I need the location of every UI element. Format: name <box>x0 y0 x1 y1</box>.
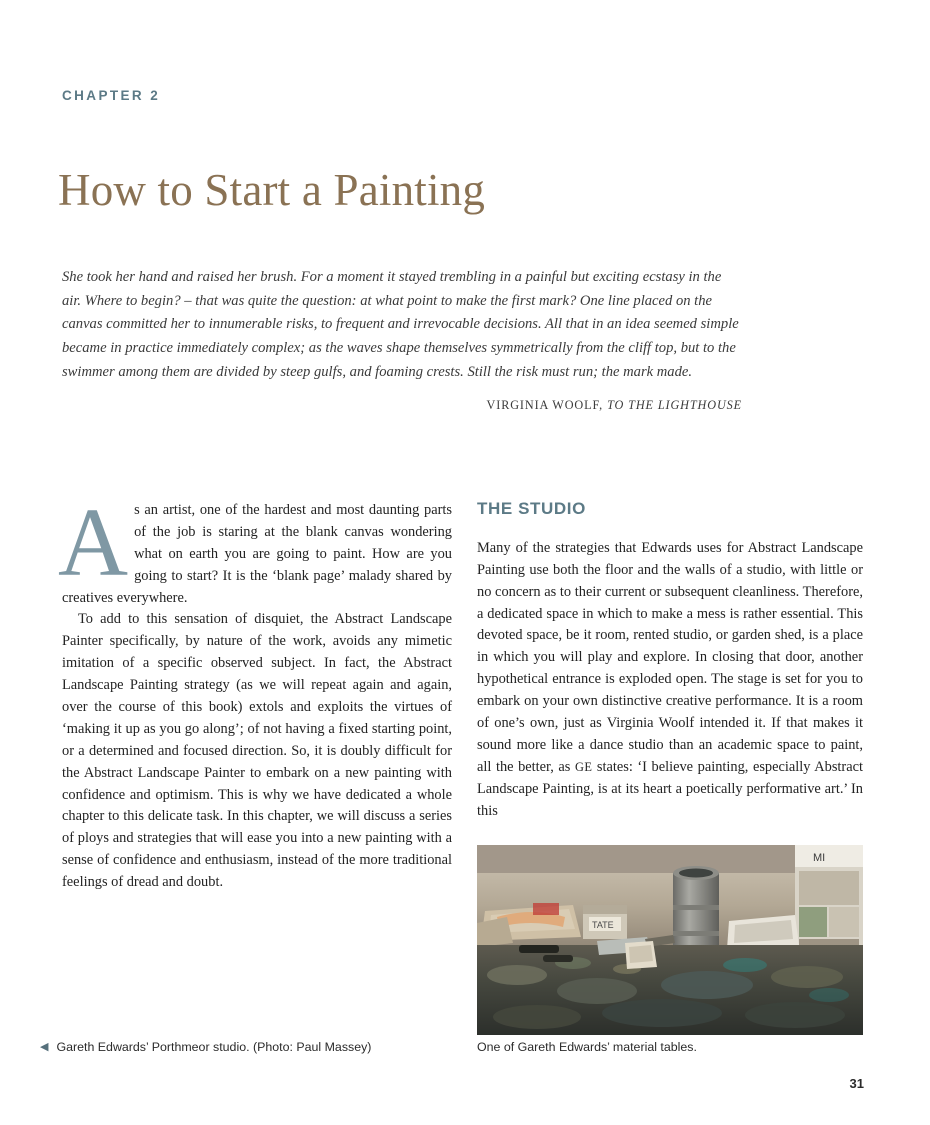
body-paragraph: s an artist, one of the hardest and most daunting parts of the job is staring at the blank canvas wondering what on earth you are going to paint. How are you going to start? It is the ‘blank page’ malady shared by creatives everywhere. <box>62 502 452 606</box>
page-title: How to Start a Painting <box>58 165 486 216</box>
paragraph-part-a: Many of the strategies that Edwards uses for Abstract Landscape Painting use both the floor and the walls of a studio, with little or no concern as to their current or subsequent cleanliness. Therefore, a dedicated space in which to make a mess is rather essential. This devoted space, be it room, rented studio, or garden shed, is a place in which you will play and explore. In closing that door, another hypothetical entrance is exploded open. The stage is set for you to embark on your own distinctive creative performance. It is a room of one’s own, just as Virginia Woolf intended it. If that makes it sound more like a dance studio than an academic space to paint, all the better, as <box>477 539 863 775</box>
photo-illustration <box>477 845 863 1035</box>
studio-material-table-photo <box>477 845 863 1035</box>
body-paragraph <box>477 538 863 823</box>
svg-text:MI: MI <box>813 852 826 864</box>
body-paragraph: To add to this sensation of disquiet, the Abstract Landscape Painter specifically, by nature of the work, avoids any mimetic imitation of a specific observed subject. In fact, the Abstract Landscape Painting strategy (as we will repeat again and again, over the course of this book) extols and exploits the virtues of ‘making it up as you go along’; of not having a fixed starting point, or a determined and focused direction. So, it is doubly difficult for the Abstract Landscape Painter to embark on a new painting with confidence and optimism. This is why we have dedicated a whole chapter to this delicate task. In this chapter, we will discuss a series of ploys and strategies that will ease you into a new painting with a sense of confidence and enthusiasm, instead of the more traditional feelings of dread and doubt. <box>62 611 452 891</box>
epigraph-author: VIRGINIA WOOLF, <box>486 398 604 412</box>
page-number: 31 <box>849 1076 864 1091</box>
body-column-left <box>58 489 452 894</box>
paragraph-part-b: states: ‘I believe painting, especially Abstract Landscape Painting, is at its heart a poetically performative art.’ In this <box>477 758 863 819</box>
svg-text:TATE: TATE <box>592 920 614 930</box>
chapter-label: CHAPTER 2 <box>62 88 161 103</box>
epigraph-attribution <box>62 398 742 413</box>
drop-cap-letter: A <box>58 489 129 596</box>
section-heading-the-studio: THE STUDIO <box>477 499 586 518</box>
paragraph-with-dropcap <box>58 489 452 609</box>
caption-left-text: Gareth Edwards’ Porthmeor studio. (Photo: Paul Massey) <box>56 1040 372 1054</box>
epigraph-work: TO THE LIGHTHOUSE <box>607 398 742 412</box>
body-column-right <box>477 496 863 822</box>
epigraph-text: She took her hand and raised her brush. For a moment it stayed trembling in a painful but exciting ecstasy in the air. Where to begin? – that was quite the question: at what point to make the first mark? One line placed on the canvas committed her to innumerable risks, to frequent and irrevocable decisions. All that in an idea seemed simple became in practice immediately complex; as the waves shape themselves symmetrically from the cliff top, but to the swimmer among them are divided by steep gulfs, and foaming crests. Still the risk must run; the mark made. <box>62 269 739 380</box>
small-caps-initials: GE <box>574 759 593 774</box>
caption-right: One of Gareth Edwards’ material tables. <box>477 1040 697 1054</box>
caption-left <box>40 1040 460 1055</box>
triangle-left-icon: ◀ <box>40 1041 49 1053</box>
